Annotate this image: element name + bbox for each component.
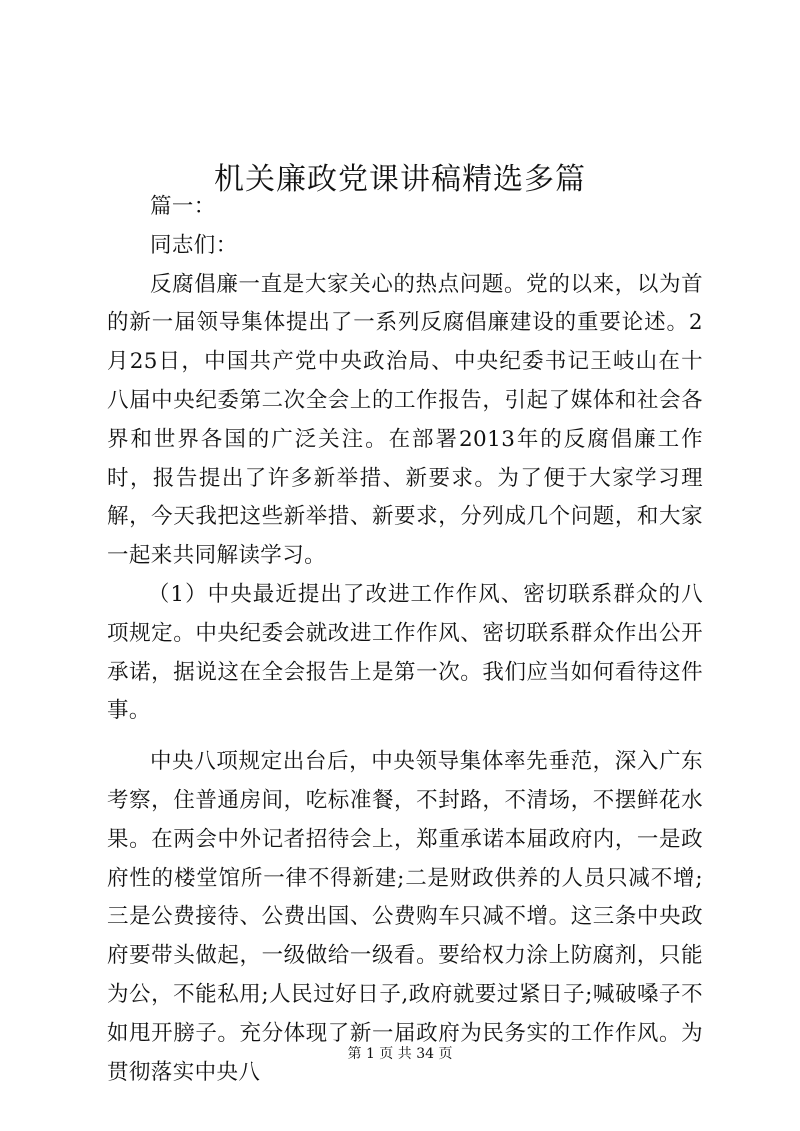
page-footer: 第 1 页 共 34 页 <box>347 1046 453 1062</box>
document-body <box>107 188 703 1092</box>
salutation: 同志们： <box>150 232 238 258</box>
body-paragraph: （1）中央最近提出了改进工作作风、密切联系群众的八项规定。中央纪委会就改进工作作风、密切联系群众作出公开承诺，据说这在全会报告上是第一次。我们应当如何看待这件事。 <box>107 581 703 724</box>
document-title: 机关廉政党课讲稿精选多篇 <box>214 162 586 198</box>
section-heading: 篇一： <box>150 194 216 219</box>
body-paragraph: 中央八项规定出台后，中央领导集体率先垂范，深入广东考察，住普通房间，吃标准餐，不封路，不清场，不摆鲜花水果。在两会中外记者招待会上，郑重承诺本届政府内，一是政府性的楼堂馆所一律不得新建;二是财政供养的人员只减不增;三是公费接待、公费出国、公费购车只减不增。这三条中央政府要带头做起，一级做给一级看。要给权力涂上防腐剂，只能为公，不能私用;人民过好日子,政府就要过紧日子;喊破嗓子不如甩开膀子。充分体现了新一届政府为民务实的工作作风。为贯彻落实中央八 <box>107 749 703 1085</box>
body-paragraph: 反腐倡廉一直是大家关心的热点问题。党的以来，以为首的新一届领导集体提出了一系列反腐倡廉建设的重要论述。2月25日，中国共产党中央政治局、中央纪委书记王岐山在十八届中央纪委第二次全会上的工作报告，引起了媒体和社会各界和世界各国的广泛关注。在部署2013年的反腐倡廉工作时，报告提出了许多新举措、新要求。为了便于大家学习理解，今天我把这些新举措、新要求，分列成几个问题，和大家一起来共同解读学习。 <box>107 271 703 569</box>
